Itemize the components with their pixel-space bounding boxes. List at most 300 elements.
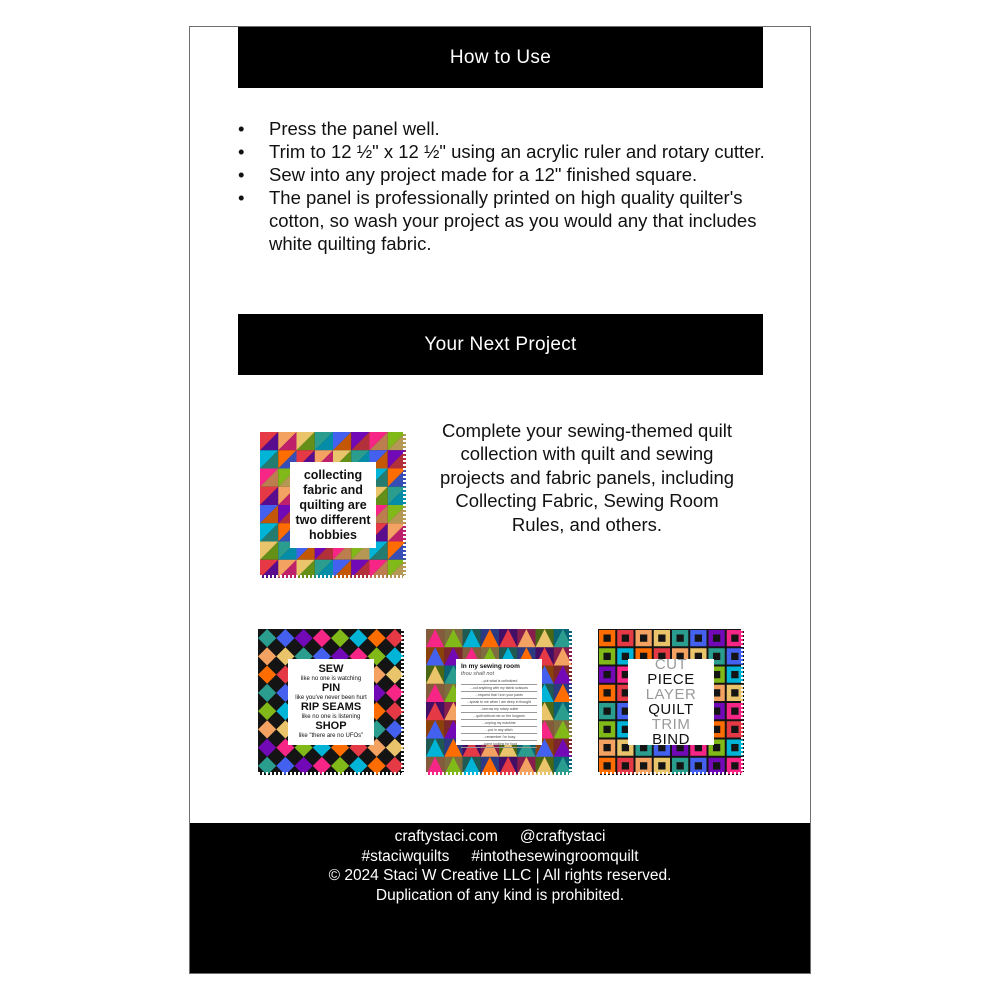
stripe [403, 476, 406, 478]
stripe [260, 575, 262, 578]
stripe [569, 729, 572, 731]
instruction-sheet [189, 26, 811, 974]
stripe [403, 444, 406, 446]
stripe [306, 772, 308, 775]
stripe [401, 701, 404, 703]
panel-line: like no one is listening [301, 714, 361, 720]
stripe [401, 729, 404, 731]
panel-line: quilting are [299, 497, 367, 512]
stripe [741, 685, 744, 687]
stripe [714, 772, 716, 775]
stripe [522, 772, 524, 775]
stripe [741, 633, 744, 635]
stripe [458, 772, 460, 775]
stripe [506, 772, 508, 775]
stripe [266, 772, 268, 775]
stripe [741, 713, 744, 715]
panel-line: PIN [321, 682, 341, 694]
stripe [622, 772, 624, 775]
stripe [310, 772, 312, 775]
panel-subtitle: thou shalt not [461, 671, 495, 677]
stripe [386, 772, 388, 775]
stripe [352, 575, 354, 578]
stripe [741, 717, 744, 719]
stripe [348, 575, 350, 578]
stripe [262, 772, 264, 775]
stripe [678, 772, 680, 775]
stripe [401, 633, 404, 635]
quilt-patch [603, 634, 610, 641]
stripe [690, 772, 692, 775]
stripe [538, 772, 540, 775]
quilt-patch [640, 744, 647, 751]
quilt-patch [603, 707, 610, 714]
stripe [264, 575, 266, 578]
stripe [726, 772, 728, 775]
stripe [569, 741, 572, 743]
stripe [401, 649, 404, 651]
stripe [401, 653, 404, 655]
stripe [403, 500, 406, 502]
stripe [610, 772, 612, 775]
stripe [304, 575, 306, 578]
rule-line: ...put in any stitch [461, 727, 537, 734]
rule-line: ...cut anything with my fabric scissors [461, 685, 537, 692]
list-item: • Trim to 12 ½" x 12 ½" using an acrylic ruler and rotary cutter. [238, 140, 778, 163]
stripe [403, 572, 406, 574]
how-to-use-heading: How to Use [238, 27, 763, 88]
stripe [569, 769, 572, 771]
stripe [530, 772, 532, 775]
stripe [401, 665, 404, 667]
social-handle[interactable]: @craftystaci [519, 828, 606, 845]
stripe [454, 772, 456, 775]
quilt-patch [731, 726, 738, 733]
stripe [694, 772, 696, 775]
stripe [290, 772, 292, 775]
how-to-use-list [238, 117, 778, 255]
stripe [741, 721, 744, 723]
stripe [741, 689, 744, 691]
stripe [569, 749, 572, 751]
stripe [268, 575, 270, 578]
stripe [403, 440, 406, 442]
stripe [569, 753, 572, 755]
copyright: © 2024 Staci W Creative LLC | All rights reserved. [328, 867, 672, 884]
stripe [569, 725, 572, 727]
stripe [403, 528, 406, 530]
stripe [474, 772, 476, 775]
stripe [686, 772, 688, 775]
stripe [392, 575, 394, 578]
stripe [490, 772, 492, 775]
stripe [272, 575, 274, 578]
stripe [401, 753, 404, 755]
stripe [403, 576, 406, 578]
panel-title: In my sewing room [461, 663, 520, 670]
stripe [390, 772, 392, 775]
stripe [401, 681, 404, 683]
stripe [569, 733, 572, 735]
stripe [430, 772, 432, 775]
stripe [270, 772, 272, 775]
stripe [741, 733, 744, 735]
stripe [322, 772, 324, 775]
stripe [606, 772, 608, 775]
quilt-patch [713, 689, 720, 696]
quilt-patch [713, 653, 720, 660]
quilt-patch [731, 744, 738, 751]
stripe [388, 575, 390, 578]
stripe [569, 629, 572, 631]
quilt-patch [695, 634, 702, 641]
stripe [330, 772, 332, 775]
stripe [403, 516, 406, 518]
panel-word: PIECE [647, 671, 695, 688]
sewing-rules-panel-image [258, 629, 404, 775]
list-item: • The panel is professionally printed on high quality quilter's cotton, so wash your project as you would any that includes white quilting fabric. [238, 186, 778, 255]
stripe [682, 772, 684, 775]
list-item: • Sew into any project made for a 12" finished square. [238, 163, 778, 186]
panel-line: collecting [303, 467, 363, 482]
stripe [741, 761, 744, 763]
stripe [741, 645, 744, 647]
stripe [401, 697, 404, 699]
stripe [614, 772, 616, 775]
stripe [741, 725, 744, 727]
stripe [741, 661, 744, 663]
stripe [403, 496, 406, 498]
stripe [741, 657, 744, 659]
stripe [364, 575, 366, 578]
stripe [438, 772, 440, 775]
duplication-notice: Duplication of any kind is prohibited. [375, 886, 625, 904]
stripe [401, 677, 404, 679]
stripe [401, 741, 404, 743]
stripe [400, 575, 402, 578]
stripe [741, 681, 744, 683]
sewing-room-rules-panel-text [456, 659, 542, 745]
stripe [478, 772, 480, 775]
stripe [618, 772, 620, 775]
hashtag: #intothesewingroomquilt [471, 847, 639, 865]
stripe [741, 765, 744, 767]
stripe [401, 745, 404, 747]
stripe [741, 653, 744, 655]
footer-row-hashtags [190, 847, 810, 867]
rule-line: ...speak to me when I am deep in thought [461, 699, 537, 706]
stripe [498, 772, 500, 775]
rule-line: ...quilt without me on the longarm [461, 713, 537, 720]
stripe [442, 772, 444, 775]
stripe [338, 772, 340, 775]
stripe [434, 772, 436, 775]
panel-word: LAYER [645, 686, 697, 703]
panel-line: two different [295, 512, 371, 527]
stripe [258, 772, 260, 775]
stripe [403, 456, 406, 458]
stripe [394, 772, 396, 775]
panel-line: SHOP [315, 720, 347, 732]
stripe [569, 765, 572, 767]
stripe [554, 772, 556, 775]
stripe [401, 725, 404, 727]
stripe [450, 772, 452, 775]
panel-line: fabric and [303, 482, 363, 497]
stripe [569, 653, 572, 655]
stripe [569, 697, 572, 699]
stripe [308, 575, 310, 578]
stripe [300, 575, 302, 578]
stripe [401, 757, 404, 759]
quilt-patch [713, 671, 720, 678]
quilt-patch [603, 653, 610, 660]
stripe [403, 544, 406, 546]
stripe [666, 772, 668, 775]
stripe [569, 641, 572, 643]
stripe [738, 772, 740, 775]
stripe [542, 772, 544, 775]
stripe [401, 773, 404, 775]
stripe [280, 575, 282, 578]
stripe [569, 669, 572, 671]
stripe [318, 772, 320, 775]
quilt-patch [713, 707, 720, 714]
stripe [401, 709, 404, 711]
stripe [569, 649, 572, 651]
promo-text: Complete your sewing-themed quilt collection with quilt and sewing projects and fabric panels, including Collecting Fabric, Sewing Room Rules, and others. [439, 420, 735, 535]
stripe [569, 637, 572, 639]
quilt-patch [603, 762, 610, 769]
stripe [316, 575, 318, 578]
stripe [403, 536, 406, 538]
quilt-patch [640, 634, 647, 641]
quilt-patch [713, 634, 720, 641]
stripe [403, 448, 406, 450]
sewing-rules-panel-text [288, 659, 374, 745]
panel-word: CUT [654, 656, 688, 673]
stripe [741, 665, 744, 667]
cut-piece-quilt-panel-text [628, 656, 714, 748]
stripe [294, 772, 296, 775]
stripe [741, 757, 744, 759]
sewing-room-rules-panel-image [426, 629, 572, 775]
quilt-patch [603, 744, 610, 751]
panel-line: hobbies [309, 527, 357, 542]
stripe [356, 575, 358, 578]
stripe [569, 657, 572, 659]
stripe [518, 772, 520, 775]
stripe [403, 460, 406, 462]
stripe [374, 772, 376, 775]
stripe [328, 575, 330, 578]
stripe [403, 492, 406, 494]
stripe [401, 749, 404, 751]
stripe [401, 685, 404, 687]
quilt-patch [713, 762, 720, 769]
stripe [569, 681, 572, 683]
stripe [312, 575, 314, 578]
stripe [366, 772, 368, 775]
stripe [569, 745, 572, 747]
stripe [344, 575, 346, 578]
stripe [482, 772, 484, 775]
stripe [741, 737, 744, 739]
stripe [403, 552, 406, 554]
panel-line: SEW [318, 663, 344, 675]
stripe [403, 548, 406, 550]
stripe [401, 717, 404, 719]
stripe [370, 772, 372, 775]
stripe [401, 641, 404, 643]
stripe [398, 772, 400, 775]
stripe [569, 633, 572, 635]
stripe [658, 772, 660, 775]
quilt-patch [731, 653, 738, 660]
stripe [336, 575, 338, 578]
panel-word: TRIM [651, 716, 691, 733]
stripe [298, 772, 300, 775]
stripe [569, 701, 572, 703]
stripe [403, 464, 406, 466]
stripe [396, 575, 398, 578]
stripe [401, 645, 404, 647]
stripe [403, 520, 406, 522]
stripe [569, 757, 572, 759]
stripe [401, 657, 404, 659]
stripe [302, 772, 304, 775]
collecting-fabric-panel-image [260, 432, 406, 578]
rule-line: ...remember I'm busy [461, 734, 537, 741]
stripe [334, 772, 336, 775]
rule-line: ...come looking for food [461, 741, 537, 748]
stripe [314, 772, 316, 775]
quilt-patch [622, 744, 629, 751]
stripe [718, 772, 720, 775]
stripe [286, 772, 288, 775]
quilt-patch [731, 707, 738, 714]
stripe [354, 772, 356, 775]
stripe [403, 480, 406, 482]
website-link[interactable]: craftystaci.com [394, 828, 498, 845]
footer [190, 823, 810, 973]
stripe [403, 504, 406, 506]
quilt-patch [731, 671, 738, 678]
stripe [569, 693, 572, 695]
stripe [546, 772, 548, 775]
rule-line: ...request that I iron your pants [461, 692, 537, 699]
stripe [741, 649, 744, 651]
quilt-patch [603, 726, 610, 733]
quilt-patch [603, 689, 610, 696]
stripe [403, 568, 406, 570]
stripe [566, 772, 568, 775]
stripe [526, 772, 528, 775]
stripe [403, 524, 406, 526]
stripe [372, 575, 374, 578]
stripe [401, 673, 404, 675]
stripe [403, 512, 406, 514]
stripe [360, 575, 362, 578]
stripe [401, 721, 404, 723]
stripe [662, 772, 664, 775]
quilt-patch [658, 634, 665, 641]
stripe [401, 733, 404, 735]
stripe [401, 661, 404, 663]
stripe [510, 772, 512, 775]
quilt-patch [622, 634, 629, 641]
rule-line: ...borrow my rotary cutter [461, 706, 537, 713]
stripe [403, 564, 406, 566]
stripe [626, 772, 628, 775]
stripe [741, 769, 744, 771]
stripe [401, 669, 404, 671]
stripe [741, 693, 744, 695]
quilt-patch [676, 634, 683, 641]
stripe [470, 772, 472, 775]
stripe [358, 772, 360, 775]
stripe [382, 772, 384, 775]
stripe [741, 753, 744, 755]
cut-piece-quilt-panel-image [598, 629, 744, 775]
your-next-project-heading: Your Next Project [238, 314, 763, 375]
stripe [403, 508, 406, 510]
stripe [550, 772, 552, 775]
stripe [734, 772, 736, 775]
stripe [710, 772, 712, 775]
stripe [401, 713, 404, 715]
quilt-patch [713, 726, 720, 733]
stripe [401, 737, 404, 739]
stripe [638, 772, 640, 775]
stripe [654, 772, 656, 775]
quilt-patch [622, 762, 629, 769]
stripe [634, 772, 636, 775]
stripe [741, 697, 744, 699]
stripe [378, 772, 380, 775]
stripe [278, 772, 280, 775]
panel-line: like you've never been hurt [295, 695, 367, 701]
stripe [401, 637, 404, 639]
stripe [288, 575, 290, 578]
stripe [403, 468, 406, 470]
stripe [706, 772, 708, 775]
stripe [741, 709, 744, 711]
stripe [403, 488, 406, 490]
stripe [320, 575, 322, 578]
stripe [569, 665, 572, 667]
panel-word: QUILT [648, 701, 694, 718]
stripe [401, 629, 404, 631]
stripe [646, 772, 648, 775]
stripe [730, 772, 732, 775]
stripe [569, 689, 572, 691]
stripe [562, 772, 564, 775]
collecting-fabric-panel-text [290, 462, 376, 548]
panel-line: like no one is watching [300, 676, 362, 682]
stripe [486, 772, 488, 775]
quilt-patch [603, 671, 610, 678]
hashtag: #staciwquilts [361, 847, 450, 865]
stripe [403, 484, 406, 486]
stripe [282, 772, 284, 775]
stripe [340, 575, 342, 578]
stripe [741, 669, 744, 671]
stripe [296, 575, 298, 578]
rules-list [461, 678, 537, 748]
stripe [670, 772, 672, 775]
stripe [702, 772, 704, 775]
